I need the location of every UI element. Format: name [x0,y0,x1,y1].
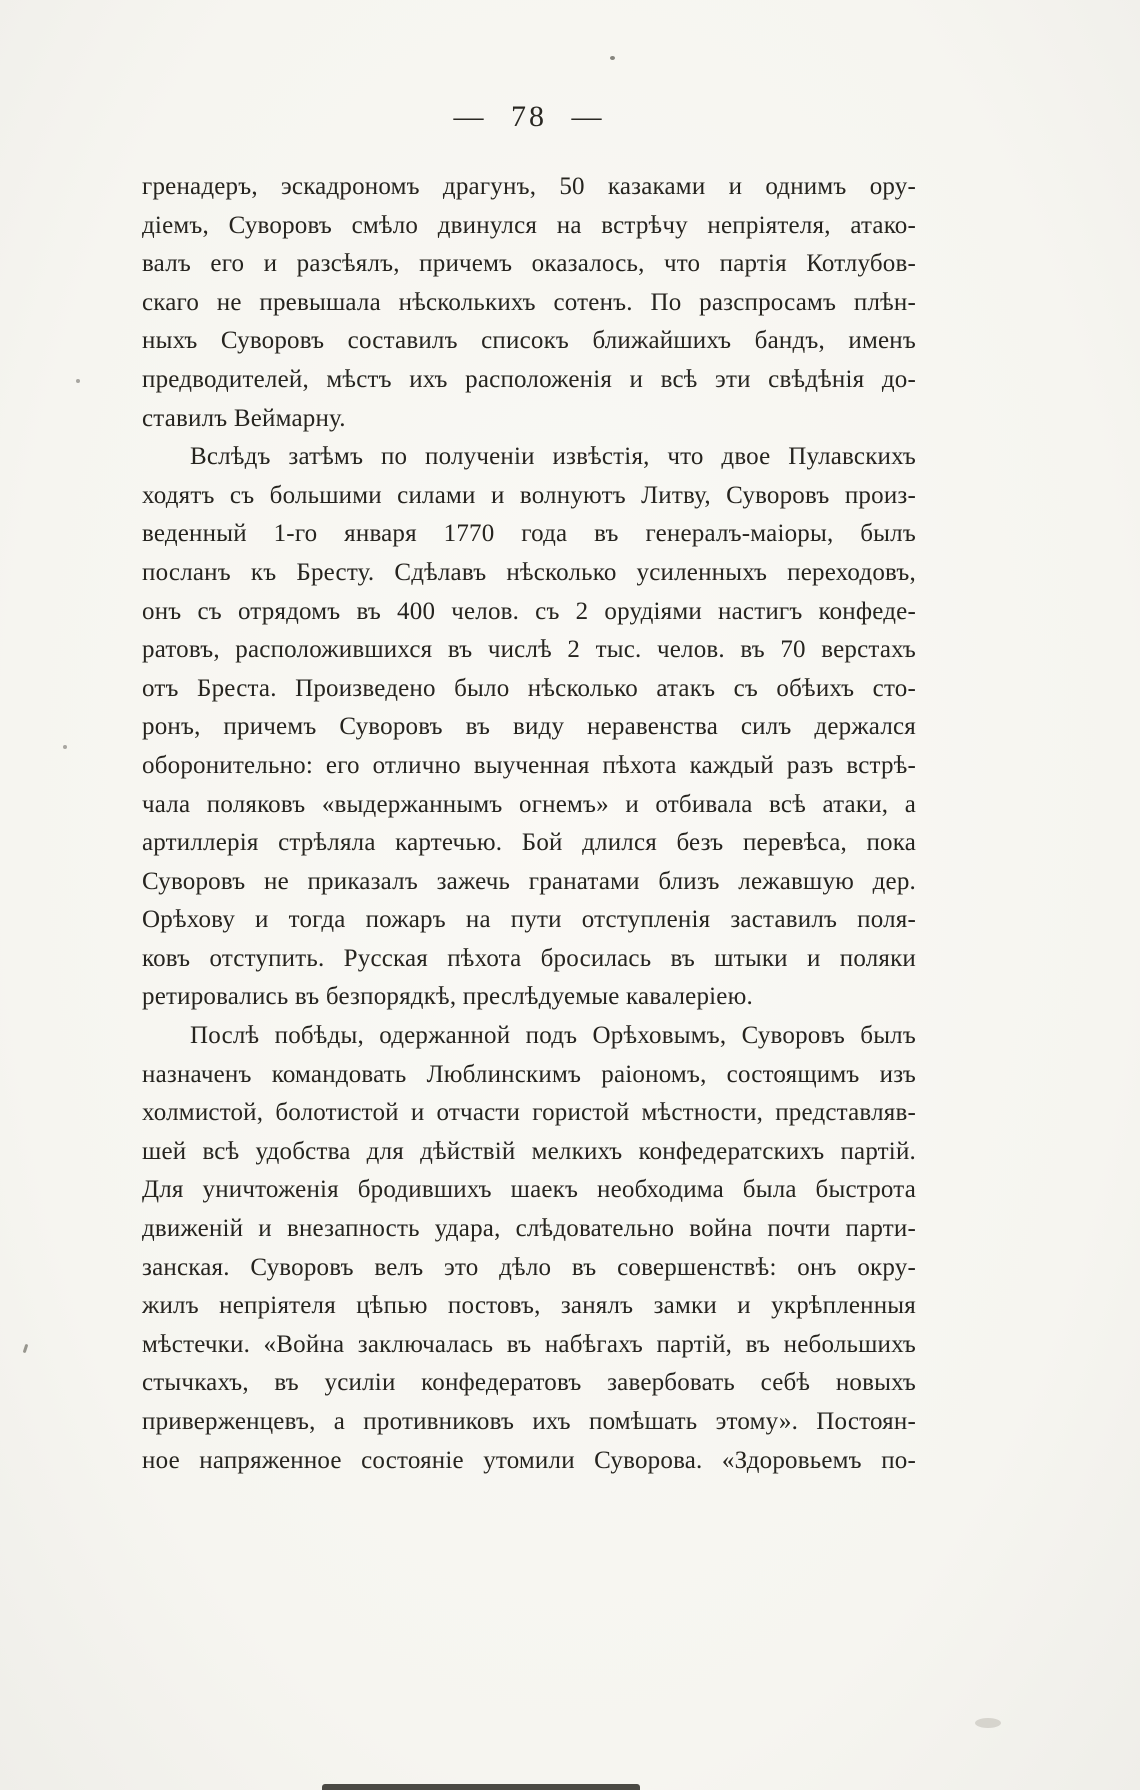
text-line: Суворовъ не приказалъ зажечь гранатами близъ лежавшую дер. [142,867,916,895]
text-line: ретировались въ безпорядкѣ, преслѣдуемые кавалеріею. [142,983,753,1011]
paragraph [142,1017,916,1480]
text-line: чала поляковъ «выдержаннымъ огнемъ» и отбивала всѣ атаки, а [142,790,916,818]
text-line: приверженцевъ, а противниковъ ихъ помѣшать этому». Постоян- [142,1408,916,1435]
text-line: ставилъ Веймарну. [142,404,346,432]
text-line: отъ Бреста. Произведено было нѣсколько атакъ съ обѣихъ сто- [142,674,916,702]
text-line: діемъ, Суворовъ смѣло двинулся на встрѣчу непріятеля, атако- [142,211,916,239]
text-line: холмистой, болотистой и отчасти гористой мѣстности, представляв- [142,1099,916,1127]
text-line: мѣстечки. «Война заключалась въ набѣгахъ партій, въ небольшихъ [142,1330,916,1358]
text-line: Послѣ побѣды, одержанной подъ Орѣховымъ, Суворовъ былъ [190,1022,916,1050]
scan-speck [23,1344,29,1353]
text-line: ходятъ съ большими силами и волнуютъ Литву, Суворовъ произ- [142,481,916,509]
paragraph [142,438,916,1017]
text-line: гренадеръ, эскадрономъ драгунъ, 50 казаками и однимъ ору- [142,173,916,200]
scan-speck [610,56,615,60]
text-line: ныхъ Суворовъ составилъ списокъ ближайшихъ бандъ, именъ [142,327,916,355]
text-line: шей всѣ удобства для дѣйствій мелкихъ конфедератскихъ партій. [142,1137,916,1165]
text-line: жилъ непріятеля цѣпью постовъ, занялъ замки и укрѣпленныя [142,1292,916,1320]
scan-smudge [975,1718,1001,1728]
scan-speck [63,745,67,749]
text-line: артиллерія стрѣляла картечью. Бой длился безъ перевѣса, пока [142,829,916,857]
text-line: веденный 1-го января 1770 года въ генералъ-маіоры, былъ [142,520,916,548]
text-line: назначенъ командовать Люблинскимъ раіономъ, состоящимъ изъ [142,1060,916,1088]
text-line: посланъ къ Бресту. Сдѣлавъ нѣсколько усиленныхъ переходовъ, [142,558,916,586]
text-line: движеній и внезапность удара, слѣдовательно война почти парти- [142,1215,916,1243]
paragraph [142,168,916,438]
scan-edge-artifact [322,1784,640,1790]
text-line: занская. Суворовъ велъ это дѣло въ совершенствѣ: онъ окру- [142,1253,916,1281]
text-block [142,168,916,1480]
scan-speck [76,379,80,383]
page-number: — 78 — [453,100,605,133]
text-line: ковъ отступить. Русская пѣхота бросилась въ штыки и поляки [142,944,916,972]
text-line: Вслѣдъ затѣмъ по полученіи извѣстія, что двое Пулавскихъ [190,443,916,471]
text-line: ратовъ, расположившихся въ числѣ 2 тыс. челов. въ 70 верстахъ [142,636,916,664]
text-line: Для уничтоженія бродившихъ шаекъ необходима была быстрота [142,1176,916,1204]
text-line: Орѣхову и тогда пожаръ на пути отступленія заставилъ поля- [142,906,916,934]
text-line: валъ его и разсѣялъ, причемъ оказалось, что партія Котлубов- [142,250,916,278]
text-line: оборонительно: его отлично выученная пѣхота каждый разъ встрѣ- [142,751,916,779]
text-line: ронъ, причемъ Суворовъ въ виду неравенства силъ держался [142,713,916,741]
text-line: стычкахъ, въ усиліи конфедератовъ завербовать себѣ новыхъ [142,1369,916,1397]
text-line: ное напряженное состояніе утомили Суворова. «Здоровьемъ по- [142,1446,916,1474]
text-line: онъ съ отрядомъ въ 400 челов. съ 2 орудіями настигъ конфеде- [142,597,916,625]
text-line: предводителей, мѣстъ ихъ расположенія и всѣ эти свѣдѣнія до- [142,365,916,393]
text-line: скаго не превышала нѣсколькихъ сотенъ. По разспросамъ плѣн- [142,288,916,316]
